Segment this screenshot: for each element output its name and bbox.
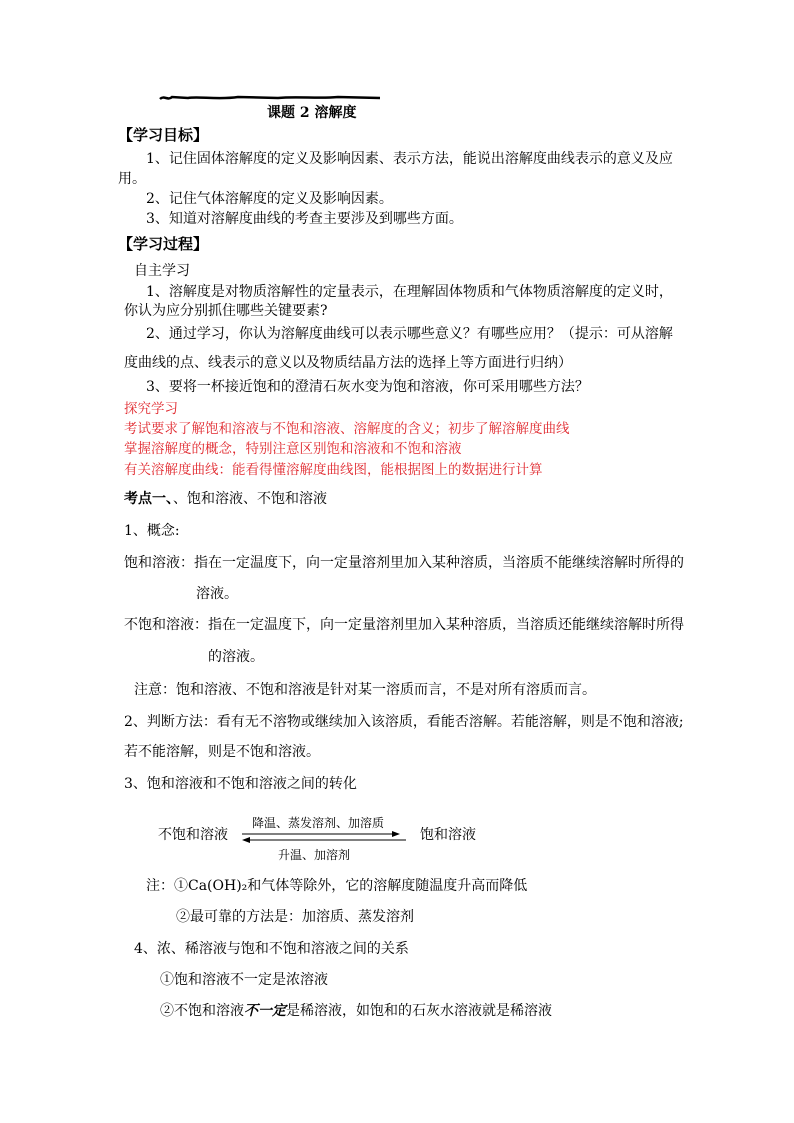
relation-item-2-part-c: 是稀溶液，如饱和的石灰水溶液就是稀溶液: [286, 1003, 552, 1019]
page-title: 课题 2 溶解度: [267, 105, 357, 121]
objective-1-line-2: 用。: [118, 171, 146, 187]
explore-line-1: 考试要求了解饱和溶液与不饱和溶液、溶解度的含义；初步了解溶解度曲线: [124, 421, 570, 437]
diagram-right-label: 饱和溶液: [420, 827, 476, 843]
objective-1-line-1: 1、记住固体溶解度的定义及影响因素、表示方法，能说出溶解度曲线表示的意义及应: [146, 151, 673, 167]
point-1-heading-bold: 考点一、: [124, 491, 173, 507]
relation-item-2-part-a: ②不饱和溶液: [160, 1003, 244, 1019]
diagram-left-label: 不饱和溶液: [158, 827, 228, 843]
unsaturated-def-line-1: 不饱和溶液：指在一定温度下，向一定量溶剂里加入某种溶质，当溶质还能继续溶解时所得: [124, 617, 684, 633]
explore-line-2: 掌握溶解度的概念，特别注意区别饱和溶液和不饱和溶液: [124, 441, 462, 457]
relation-item-2-emphasis: 不一定: [244, 1003, 286, 1019]
point-1-heading: [124, 490, 327, 508]
concept-label: 1、概念:: [124, 523, 180, 539]
relation-heading: 4、浓、稀溶液与饱和不饱和溶液之间的关系: [134, 941, 409, 957]
diagram-top-label: 降温、蒸发溶剂、加溶质: [252, 816, 385, 830]
question-2-line-2: 度曲线的点、线表示的意义以及物质结晶方法的选择上等方面进行归纳）: [124, 355, 572, 371]
diagram-bottom-label: 升温、加溶剂: [278, 848, 351, 862]
saturated-def-line-2: 溶液。: [196, 586, 238, 602]
relation-item-2: [160, 1002, 552, 1020]
objectives-heading: 【学习目标】: [118, 126, 209, 144]
explore-heading: 探究学习: [124, 401, 178, 417]
conversion-heading: 3、饱和溶液和不饱和溶液之间的转化: [124, 776, 357, 792]
question-1-line-2: 你认为应分别抓住哪些关键要素?: [124, 303, 328, 319]
judge-method-line-2: 若不能溶解，则是不饱和溶液。: [124, 744, 320, 760]
objective-2: 2、记住气体溶解度的定义及影响因素。: [146, 191, 393, 207]
question-2-line-1: 2、通过学习，你认为溶解度曲线可以表示哪些意义？有哪些应用？（提示：可从溶解: [146, 326, 673, 342]
scribble-artifact: [158, 93, 383, 102]
process-heading: 【学习过程】: [118, 235, 209, 253]
explore-line-3: 有关溶解度曲线：能看得懂溶解度曲线图，能根据图上的数据进行计算: [124, 462, 543, 478]
conversion-diagram: [150, 814, 500, 864]
conversion-arrows: [240, 830, 410, 844]
question-1-line-1: 1、溶解度是对物质溶解性的定量表示，在理解固体物质和气体物质溶解度的定义时，: [146, 284, 673, 300]
objective-3: 3、知道对溶解度曲线的考查主要涉及到哪些方面。: [146, 211, 463, 227]
note-1: 注：①Ca(OH)₂和气体等除外，它的溶解度随温度升高而降低: [146, 878, 528, 894]
self-study-label: 自主学习: [134, 263, 190, 279]
relation-item-1: ①饱和溶液不一定是浓溶液: [160, 972, 328, 988]
saturated-def-line-1: 饱和溶液：指在一定温度下，向一定量溶剂里加入某种溶质，当溶质不能继续溶解时所得的: [124, 555, 684, 571]
point-1-heading-rest: 、饱和溶液、不饱和溶液: [173, 491, 327, 507]
note-line: 注意：饱和溶液、不饱和溶液是针对某一溶质而言，不是对所有溶质而言。: [134, 682, 596, 698]
unsaturated-def-line-2: 的溶液。: [208, 649, 264, 665]
note-2: ②最可靠的方法是：加溶质、蒸发溶剂: [176, 909, 414, 925]
judge-method-line-1: 2、判断方法：看有无不溶物或继续加入该溶质，看能否溶解。若能溶解，则是不饱和溶液;: [124, 714, 684, 730]
question-3: 3、要将一杯接近饱和的澄清石灰水变为饱和溶液，你可采用哪些方法？: [146, 379, 589, 395]
